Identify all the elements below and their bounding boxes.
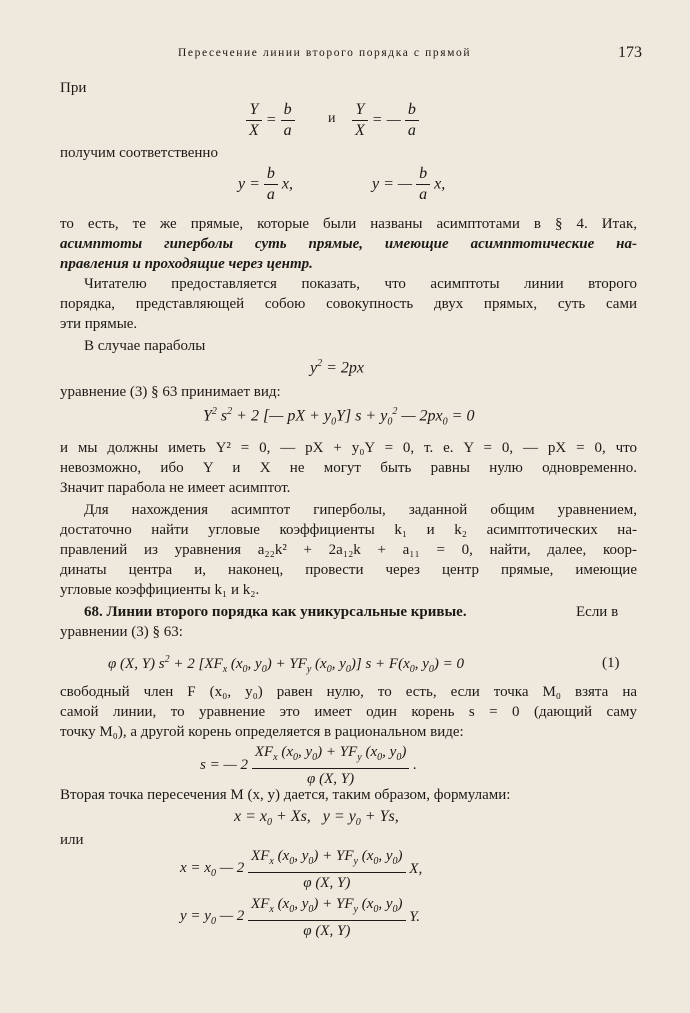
text-line: порядка, представляющей собою совокупность двух прямых, суть сами — [60, 296, 637, 312]
text-line: уравнение (3) § 63 принимает вид: — [60, 384, 281, 400]
text-line: уравнении (3) § 63: — [60, 624, 183, 640]
equation: $\frac{Y}{X}$ = — $\frac{b}{a}$ — [352, 100, 419, 141]
header-title: Пересечение линии второго порядка с прямой — [178, 47, 472, 59]
text-line: Значит парабола не имеет асимптот. — [60, 480, 291, 496]
equation-number: (1) — [602, 655, 620, 671]
equation: s = — 2 $\frac{XF_x (x_0, y_0) + YF_y (x_0, y_0)}{\varphi (X, Y)}$ . — [200, 744, 417, 787]
text-line: самой линии, то уравнение это имеет один корень s = 0 (дающий саму — [60, 704, 637, 720]
text-line: Для нахождения асимптот гиперболы, заданной общим уравнением, — [84, 502, 637, 518]
text-line: то есть, те же прямые, которые были названы асимптотами в § 4. Итак, — [60, 216, 637, 232]
text-line: динаты центра и, наконец, провести через центр прямые, имеющие — [60, 562, 637, 578]
text-line: Вторая точка пересечения M (x, y) дается, таким образом, формулами: — [60, 787, 511, 803]
running-header — [0, 44, 690, 69]
equation: $y^2 = 2px$ — [310, 358, 365, 377]
equation: $Y^2$ $s^2 + 2$ [— pX + $y_0Y$] $s + y_0^2$ — $2px_0 = 0$ — [203, 406, 475, 428]
equation: $x = x_0$ — 2 $\frac{XF_x (x_0, y_0) + YF_y (x_0, y_0)}{\varphi (X, Y)}$ X, — [180, 848, 423, 891]
text-line: невозможно, ибо Y и X не могут быть равны нулю одновременно. — [60, 460, 637, 476]
text-line: эти прямые. — [60, 316, 138, 332]
equation-connector: и — [328, 111, 336, 126]
text-line: В случае параболы — [84, 338, 206, 354]
equation: $y = y_0$ — 2 $\frac{XF_x (x_0, y_0) + YF_y (x_0, y_0)}{\varphi (X, Y)}$ Y. — [180, 896, 421, 939]
theorem-line: правления и проходящие через центр. — [60, 256, 313, 272]
text-line: Если в — [576, 604, 619, 620]
page-number: 173 — [618, 44, 642, 61]
text-line: и мы должны иметь Y² = 0, — pX + y₀Y = 0, т. е. Y = 0, — pX = 0, что — [60, 440, 637, 456]
equation: $x = x_0 + Xs$, $y = y_0 + Ys$, — [234, 808, 399, 829]
equation: φ (X, Y) $s^2 + 2$ [$XF_x$ ($x_0$, $y_0) + YF_y$ ($x_0$, $y_0$)] $s + F(x_0$, $y_0) = 0$ — [108, 654, 465, 675]
text-line: или — [60, 832, 84, 848]
equation: $\frac{Y}{X}$ = $\frac{b}{a}$ — [246, 100, 295, 141]
text-line: получим соответственно — [60, 145, 218, 161]
text-line: свободный член F (x₀, y₀) равен нулю, то есть, если точка M₀ взята на — [60, 684, 637, 700]
text-line: Читателю предоставляется показать, что асимптоты линии второго — [84, 276, 637, 292]
section-heading: 68. Линии второго порядка как уникурсальные кривые. — [84, 604, 467, 620]
equation: y = $\frac{b}{a}$ x, — [238, 165, 294, 203]
text-line: правлений из уравнения a₂₂k² + 2a₁₂k + a₁₁ = 0, найти, далее, коор- — [60, 542, 637, 558]
text-line: При — [60, 80, 87, 96]
text-line: угловые коэффициенты k₁ и k₂. — [60, 582, 260, 598]
text-line: достаточно найти угловые коэффициенты k₁ и k₂ асимптотических на- — [60, 522, 637, 538]
text-line: точку M₀), а другой корень определяется в рациональном виде: — [60, 724, 464, 740]
equation: y = — $\frac{b}{a}$ x, — [372, 165, 446, 203]
theorem-line: асимптоты гиперболы суть прямые, имеющие асимптотические на- — [60, 236, 637, 252]
